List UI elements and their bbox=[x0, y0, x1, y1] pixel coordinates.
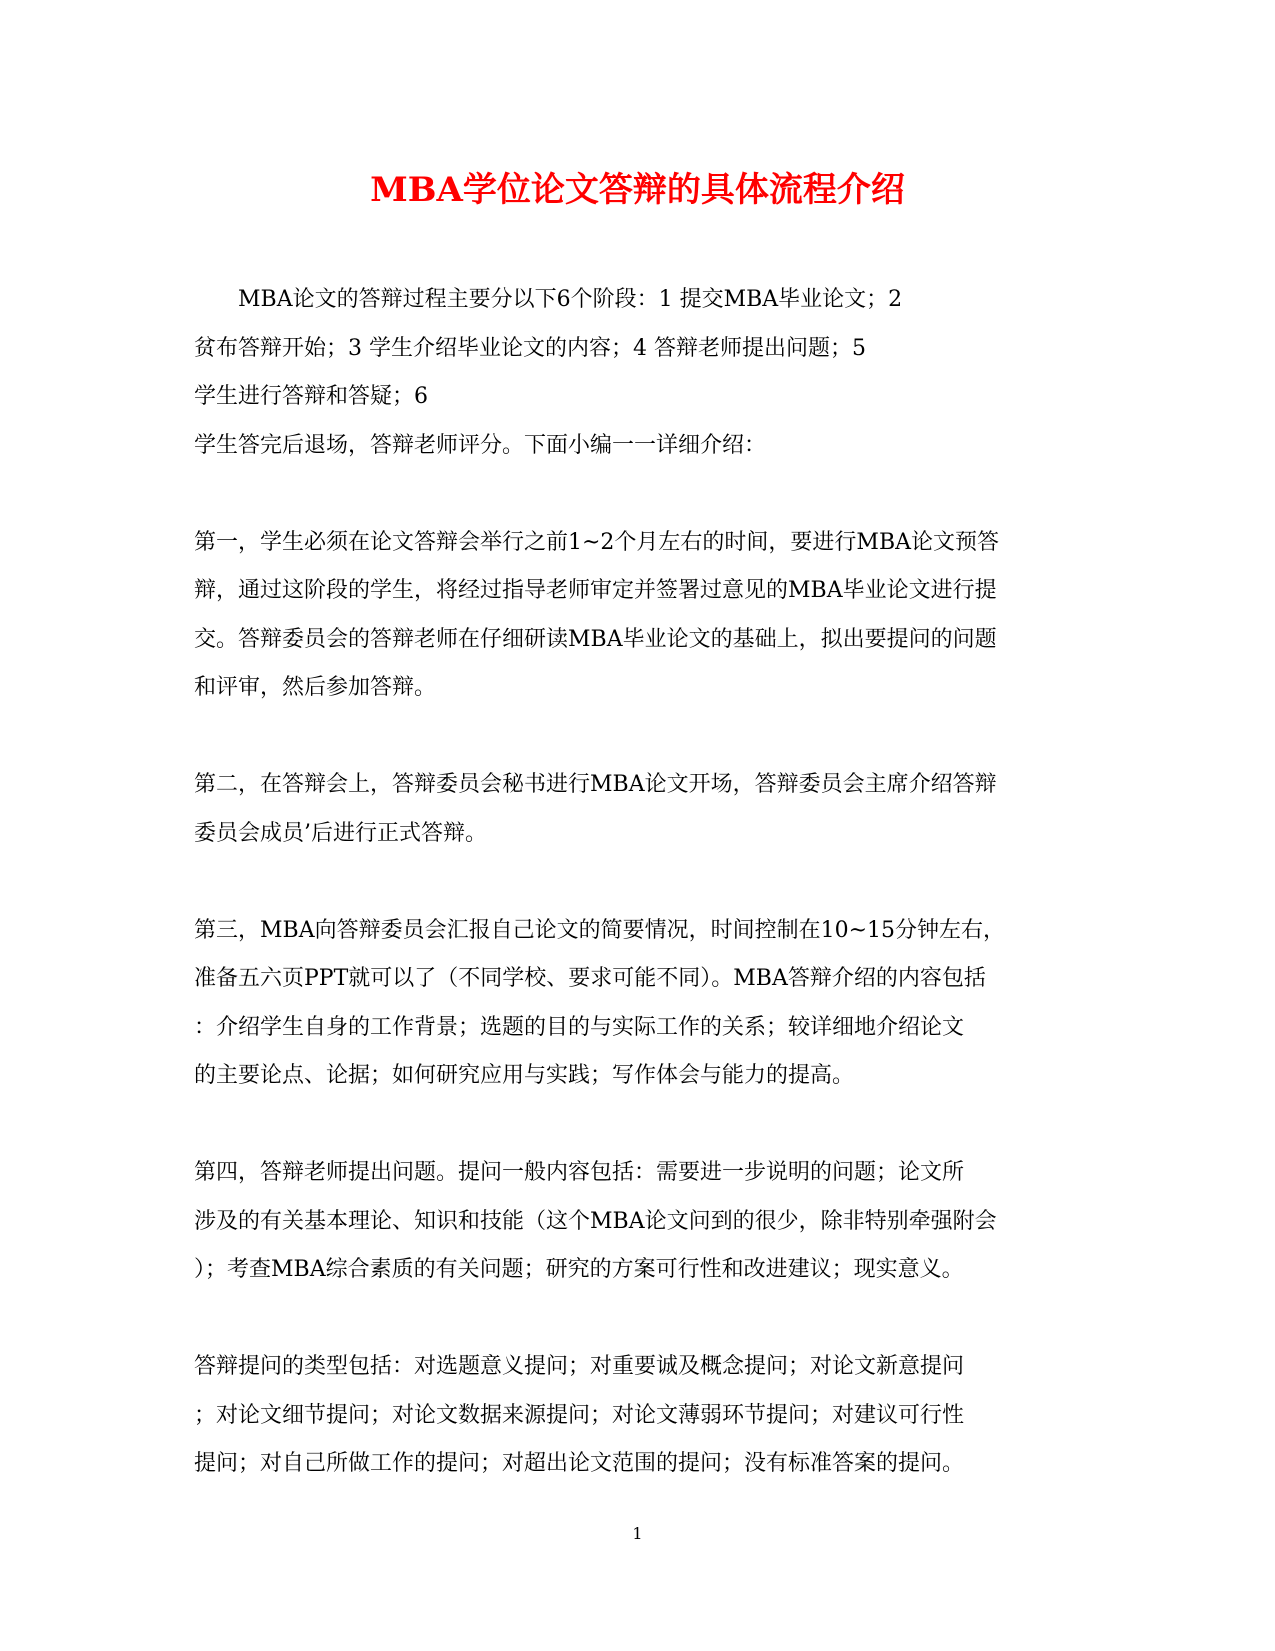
text-line: 贫布答辩开始；3 学生介绍毕业论文的内容；4 答辩老师提出问题；5 bbox=[194, 335, 866, 361]
paragraph-step-three bbox=[194, 907, 1094, 1101]
text-line: 提问；对自己所做工作的提问；对超出论文范围的提问；没有标准答案的提问。 bbox=[194, 1451, 965, 1476]
document-title: MBA学位论文答辩的具体流程介绍 bbox=[370, 170, 905, 210]
text-line: 第二，在答辩会上，答辩委员会秘书进行MBA论文开场，答辩委员会主席介绍答辩 bbox=[194, 772, 997, 797]
text-line: ：介绍学生自身的工作背景；选题的目的与实际工作的关系；较详细地介绍论文 bbox=[194, 1014, 965, 1040]
paragraph-gap bbox=[194, 470, 1094, 519]
text-line: 答辩提问的类型包括：对选题意义提问；对重要诚及概念提问；对论文新意提问 bbox=[194, 1354, 965, 1379]
text-line: 第四，答辩老师提出问题。提问一般内容包括：需要进一步说明的问题；论文所 bbox=[194, 1160, 965, 1185]
text-line: 学生答完后退场，答辩老师评分。下面小编一一详细介绍： bbox=[194, 432, 767, 458]
text-line: 和评审，然后参加答辩。 bbox=[194, 675, 437, 700]
text-line: 辩，通过这阶段的学生，将经过指导老师审定并签署过意见的MBA毕业论文进行提 bbox=[194, 578, 997, 603]
paragraph-step-one bbox=[194, 519, 1094, 713]
paragraph-gap bbox=[194, 858, 1094, 907]
paragraph-question-types bbox=[194, 1343, 1094, 1489]
paragraph-gap bbox=[194, 1295, 1094, 1344]
text-line: MBA论文的答辩过程主要分以下6个阶段：1 提交MBA毕业论文；2 bbox=[238, 287, 903, 312]
text-line: 学生进行答辩和答疑；6 bbox=[194, 384, 428, 409]
text-line: ；对论文细节提问；对论文数据来源提问；对论文薄弱环节提问；对建议可行性 bbox=[194, 1402, 965, 1428]
text-line: 准备五六页PPT就可以了（不同学校、要求可能不同）。MBA答辩介绍的内容包括 bbox=[194, 966, 986, 991]
paragraph-intro bbox=[194, 276, 1094, 470]
paragraph-gap bbox=[194, 1101, 1094, 1150]
text-line: 涉及的有关基本理论、知识和技能（这个MBA论文问到的很少，除非特别牵强附会 bbox=[194, 1208, 997, 1234]
document-body bbox=[194, 276, 1094, 1489]
text-line: ）；考查MBA综合素质的有关问题；研究的方案可行性和改进建议；现实意义。 bbox=[194, 1257, 964, 1282]
page-number: 1 bbox=[632, 1524, 643, 1543]
text-line: 交。答辩委员会的答辩老师在仔细研读MBA毕业论文的基础上，拟出要提问的问题 bbox=[194, 626, 997, 652]
text-line: 的主要论点、论据；如何研究应用与实践；写作体会与能力的提高。 bbox=[194, 1063, 855, 1088]
paragraph-gap bbox=[194, 713, 1094, 762]
text-line: 第一，学生必须在论文答辩会举行之前1~2个月左右的时间，要进行MBA论文预答 bbox=[194, 529, 1000, 555]
paragraph-step-two bbox=[194, 761, 1094, 858]
paragraph-step-four bbox=[194, 1149, 1094, 1295]
text-line: 委员会成员’后进行正式答辩。 bbox=[194, 820, 487, 846]
text-line: 第三，MBA向答辩委员会汇报自己论文的简要情况，时间控制在10~15分钟左右， bbox=[194, 917, 1006, 943]
